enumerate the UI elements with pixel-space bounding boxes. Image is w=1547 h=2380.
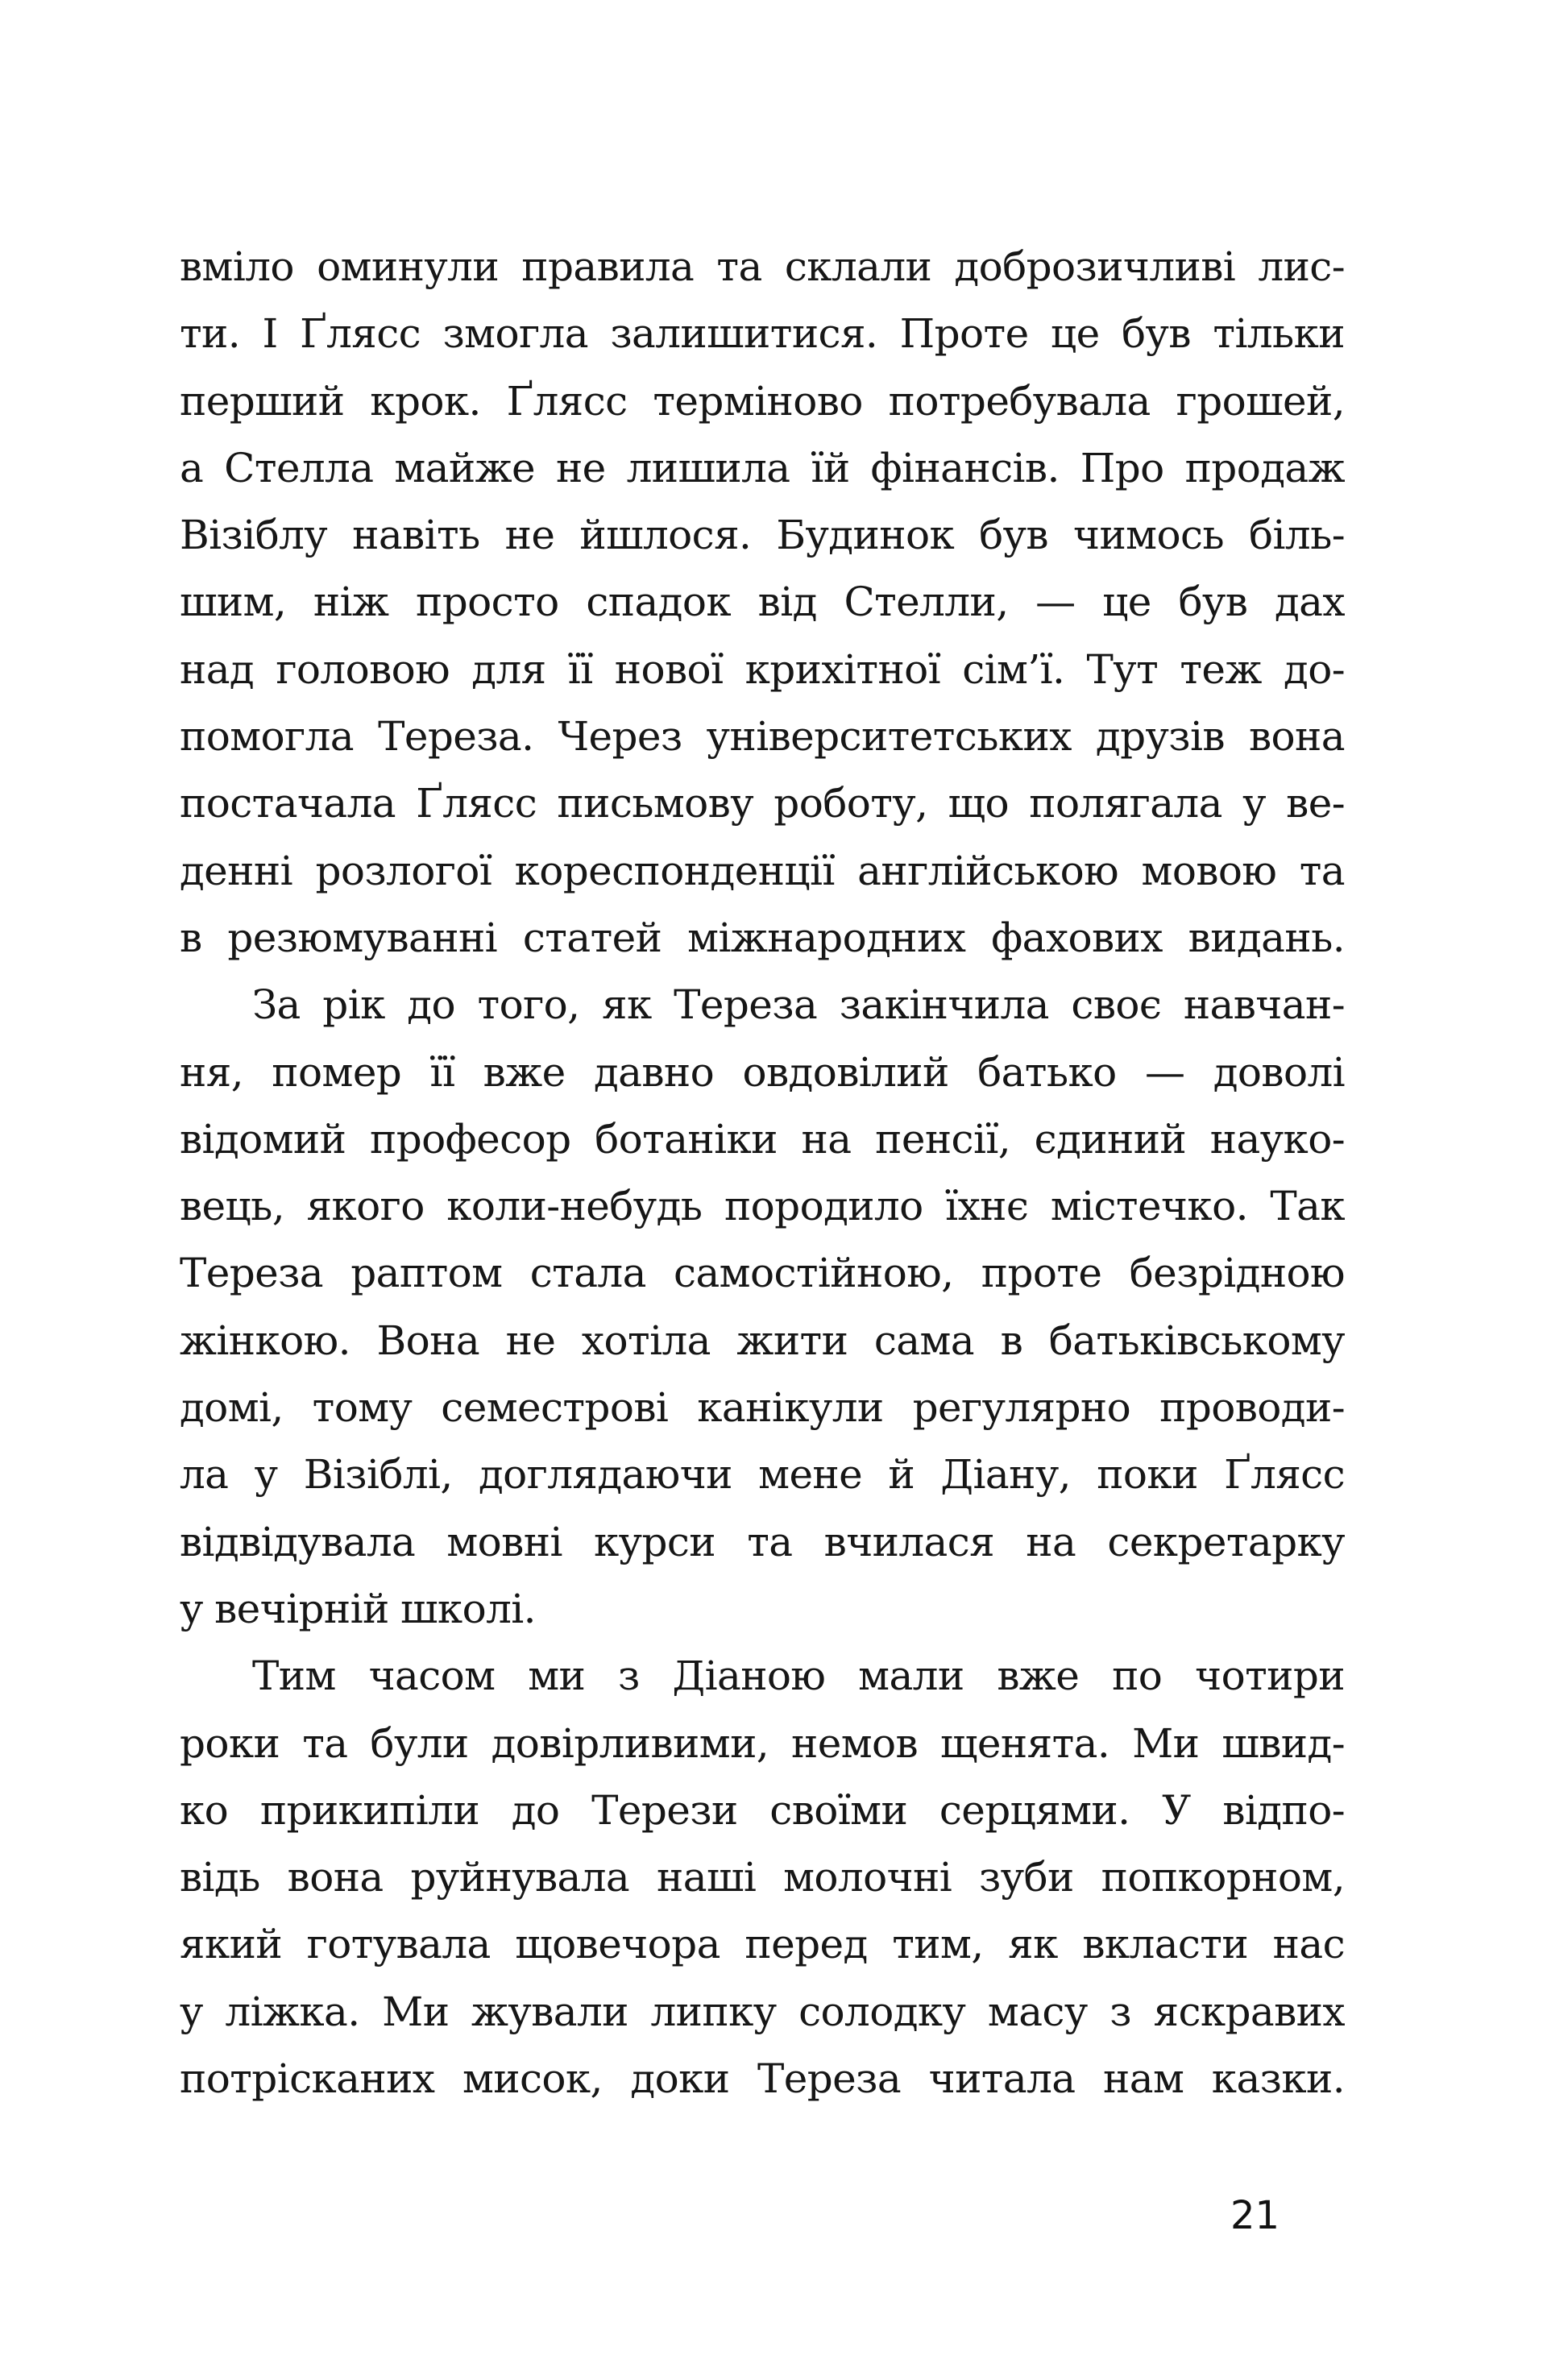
text-line: домі, тому семестрові канікули регулярно проводи- <box>180 1384 1345 1432</box>
text-line: Візіблу навіть не йшлося. Будинок був чимось біль- <box>180 512 1345 559</box>
text-line: вець, якого коли-небудь породило їхнє містечко. Так <box>180 1183 1345 1230</box>
text-line: відомий професор ботаніки на пенсії, єдиний науко- <box>180 1115 1345 1163</box>
text-line-indented: За рік до того, як Тереза закінчила своє навчан- <box>252 981 1345 1029</box>
text-line: в резюмуванні статей міжнародних фахових видань. <box>180 914 1345 961</box>
text-line: відвідувала мовні курси та вчилася на секретарку <box>180 1518 1345 1565</box>
text-line-indented: Тим часом ми з Діаною мали вже по чотири <box>252 1652 1345 1700</box>
text-line: відь вона руйнувала наші молочні зуби попкорном, <box>180 1854 1345 1901</box>
text-line: вміло оминули правила та склали доброзичливі лис- <box>180 243 1345 290</box>
text-line: ня, помер її вже давно овдовілий батько — доволі <box>180 1048 1345 1096</box>
text-line: який готувала щовечора перед тим, як вкласти нас <box>180 1921 1345 1968</box>
paragraph-3 <box>180 1643 1345 2113</box>
text-line: у ліжка. Ми жували липку солодку масу з яскравих <box>180 1988 1345 2035</box>
text-line: жінкою. Вона не хотіла жити сама в батьківському <box>180 1316 1345 1364</box>
paragraph-2 <box>180 972 1345 1643</box>
text-line: а Стелла майже не лишила їй фінансів. Про продаж <box>180 444 1345 491</box>
text-line: постачала Ґлясс письмову роботу, що полягала у ве- <box>180 780 1345 827</box>
body-text <box>180 234 1345 2113</box>
text-line: Тереза раптом стала самостійною, проте безрідною <box>180 1250 1345 1297</box>
page-number: 21 <box>1230 2193 1280 2238</box>
text-line: перший крок. Ґлясс терміново потребувала грошей, <box>180 377 1345 425</box>
text-line: шим, ніж просто спадок від Стелли, — це був дах <box>180 578 1345 626</box>
text-line: денні розлогої кореспонденції англійською мовою та <box>180 847 1345 894</box>
text-line: ко прикипіли до Терези своїми серцями. У відпо- <box>180 1786 1345 1834</box>
text-line: помогла Тереза. Через університетських друзів вона <box>180 713 1345 761</box>
text-line-final: у вечірній школі. <box>180 1585 536 1632</box>
text-line: роки та були довірливими, немов щенята. Ми швид- <box>180 1719 1345 1767</box>
paragraph-1 <box>180 234 1345 972</box>
text-line: ла у Візіблі, доглядаючи мене й Діану, поки Ґлясс <box>180 1451 1345 1499</box>
text-line: ти. І Ґлясс змогла залишитися. Проте це був тільки <box>180 310 1345 358</box>
text-line: над головою для її нової крихітної сім’ї. Тут теж до- <box>180 645 1345 693</box>
text-line: потрісканих мисок, доки Тереза читала нам казки. <box>180 2055 1345 2103</box>
